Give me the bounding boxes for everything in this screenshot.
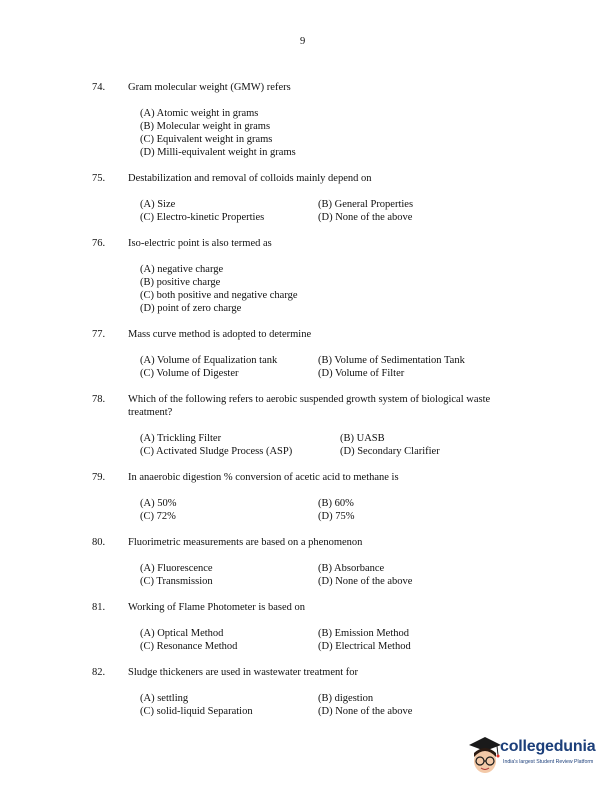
option-b: (B) General Properties <box>318 199 414 210</box>
question-text: Iso-electric point is also termed as <box>128 238 272 249</box>
option-b: (B) Absorbance <box>318 563 385 574</box>
option-d: (D) None of the above <box>318 706 413 717</box>
question-number: 82. <box>92 667 106 678</box>
question-number: 78. <box>92 394 106 405</box>
option-a: (A) Volume of Equalization tank <box>140 355 278 366</box>
option-b: (B) Emission Method <box>318 628 409 639</box>
question-text: Working of Flame Photometer is based on <box>128 602 306 613</box>
option-a: (A) Size <box>140 199 176 210</box>
question-number: 79. <box>92 472 106 483</box>
option-a: (A) Trickling Filter <box>140 433 222 444</box>
option-b: (B) positive charge <box>140 277 221 288</box>
option-b: (B) Molecular weight in grams <box>140 121 271 132</box>
question-text: Destabilization and removal of colloids mainly depend on <box>128 173 372 184</box>
option-c: (C) Electro-kinetic Properties <box>140 212 265 223</box>
question-text: Which of the following refers to aerobic suspended growth system of biological waste treatment? <box>128 394 491 418</box>
option-a: (A) negative charge <box>140 264 224 275</box>
option-b: (B) 60% <box>318 498 354 509</box>
option-c: (C) Resonance Method <box>140 641 238 652</box>
option-d: (D) point of zero charge <box>140 303 242 314</box>
option-c: (C) Volume of Digester <box>140 368 239 379</box>
option-d: (D) 75% <box>318 511 355 522</box>
option-d: (D) Milli-equivalent weight in grams <box>140 147 296 158</box>
option-b: (B) Volume of Sedimentation Tank <box>318 355 465 366</box>
question-number: 80. <box>92 537 106 548</box>
option-c: (C) Transmission <box>140 576 213 587</box>
question-text: Fluorimetric measurements are based on a phenomenon <box>128 537 363 548</box>
page-number: 9 <box>300 36 306 47</box>
question-text: Gram molecular weight (GMW) refers <box>128 82 291 93</box>
question-text: Sludge thickeners are used in wastewater treatment for <box>128 667 359 678</box>
question-text: Mass curve method is adopted to determine <box>128 329 312 340</box>
brand-tagline: India's largest Student Review Platform <box>503 759 594 765</box>
option-d: (D) Volume of Filter <box>318 368 405 379</box>
option-d: (D) None of the above <box>318 576 413 587</box>
question-number: 76. <box>92 238 106 249</box>
option-a: (A) Fluorescence <box>140 563 213 574</box>
option-a: (A) Atomic weight in grams <box>140 108 259 119</box>
question-text: In anaerobic digestion % conversion of acetic acid to methane is <box>128 472 399 483</box>
option-b: (B) digestion <box>318 693 374 704</box>
brand-name: collegedunia <box>500 738 596 755</box>
option-a: (A) 50% <box>140 498 177 509</box>
option-d: (D) Secondary Clarifier <box>340 446 440 457</box>
mascot-logo-icon <box>465 733 505 777</box>
option-d: (D) Electrical Method <box>318 641 411 652</box>
option-d: (D) None of the above <box>318 212 413 223</box>
question-number: 77. <box>92 329 106 340</box>
question-number: 74. <box>92 82 106 93</box>
option-c: (C) solid-liquid Separation <box>140 706 253 717</box>
option-c: (C) Equivalent weight in grams <box>140 134 273 145</box>
option-c: (C) 72% <box>140 511 176 522</box>
option-a: (A) Optical Method <box>140 628 224 639</box>
option-c: (C) both positive and negative charge <box>140 290 298 301</box>
option-b: (B) UASB <box>340 433 385 444</box>
option-c: (C) Activated Sludge Process (ASP) <box>140 446 293 457</box>
question-number: 75. <box>92 173 106 184</box>
option-a: (A) settling <box>140 693 189 704</box>
question-number: 81. <box>92 602 106 613</box>
